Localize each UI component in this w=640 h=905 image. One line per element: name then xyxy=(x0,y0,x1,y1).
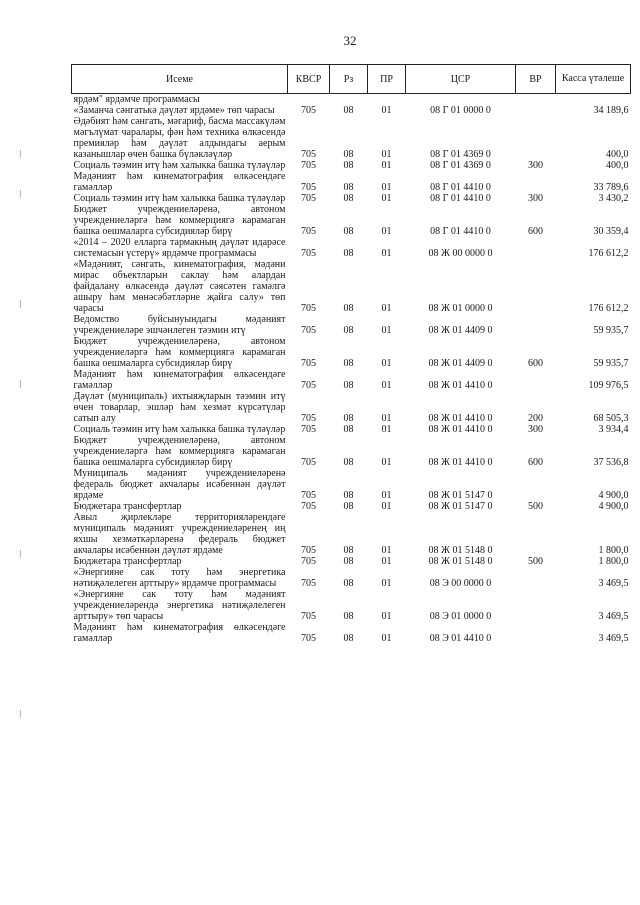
cell-rz: 08 xyxy=(343,424,354,435)
cell-kvsr: 705 xyxy=(301,578,316,589)
table-row xyxy=(72,336,631,369)
cell-rz: 08 xyxy=(343,160,354,171)
cell-name: Бюджет учреждениеләренә, автоном учреждениеләргә һәм коммерциягә карамаган башка оешмаларга субсидияләр бирү xyxy=(73,204,286,237)
cell-csr: 08 Г 01 4369 0 xyxy=(430,160,491,171)
cell-vr: 500 xyxy=(528,501,543,512)
table-row xyxy=(72,160,631,171)
cell-pr: 01 xyxy=(381,545,392,556)
cell-kvsr: 705 xyxy=(301,633,316,644)
cell-vr: 300 xyxy=(528,160,543,171)
table-row xyxy=(72,369,631,391)
cell-vr: 500 xyxy=(528,556,543,567)
header-pr: ПР xyxy=(368,65,406,94)
cell-name: ярдәм" ярдәмче программасы xyxy=(73,94,200,105)
cell-sum: 37 536,8 xyxy=(593,457,629,468)
cell-csr xyxy=(406,94,516,106)
cell-kvsr: 705 xyxy=(301,226,316,237)
margin-perforation-marks xyxy=(20,150,21,750)
cell-pr: 01 xyxy=(381,105,392,116)
table-row xyxy=(72,567,631,589)
cell-name: «2014 – 2020 елларга тармакның дәүләт идарәсе системасын үстерү» ярдәмче программасы xyxy=(73,237,286,259)
cell-kvsr: 705 xyxy=(301,457,316,468)
cell-pr: 01 xyxy=(381,501,392,512)
cell-rz: 08 xyxy=(343,303,354,314)
cell-rz: 08 xyxy=(343,633,354,644)
cell-sum: 1 800,0 xyxy=(598,545,629,556)
cell-sum: 176 612,2 xyxy=(588,248,629,259)
cell-vr xyxy=(516,105,556,116)
cell-rz: 08 xyxy=(343,490,354,501)
cell-sum: 3 469,5 xyxy=(598,578,629,589)
table-row xyxy=(72,105,631,116)
cell-csr: 08 Ж 01 5147 0 xyxy=(428,490,493,501)
cell-csr: 08 Ж 01 4409 0 xyxy=(428,325,493,336)
cell-pr: 01 xyxy=(381,182,392,193)
cell-kvsr: 705 xyxy=(301,380,316,391)
table-row xyxy=(72,237,631,259)
cell-pr: 01 xyxy=(381,358,392,369)
cell-kvsr: 705 xyxy=(301,611,316,622)
cell-pr: 01 xyxy=(381,248,392,259)
cell-rz: 08 xyxy=(343,149,354,160)
cell-kvsr: 705 xyxy=(301,248,316,259)
cell-pr xyxy=(368,94,406,106)
cell-kvsr: 705 xyxy=(301,193,316,204)
cell-kvsr: 705 xyxy=(301,545,316,556)
table-row xyxy=(72,556,631,567)
cell-kvsr: 705 xyxy=(301,556,316,567)
cell-name: «Энергияне сак тоту һәм мәдәният учреждениеләрендә энергетика нәтиҗәлелеген арттыру» төп чарасы xyxy=(73,589,286,622)
cell-rz: 08 xyxy=(343,545,354,556)
cell-csr: 08 Ж 00 0000 0 xyxy=(428,248,493,259)
cell-sum: 3 469,5 xyxy=(598,611,629,622)
budget-table xyxy=(71,64,631,644)
cell-vr xyxy=(516,567,556,589)
header-kvsr: КВСР xyxy=(288,65,330,94)
cell-name: Мәдәният һәм кинематография өлкәсендәге гамәлләр xyxy=(73,622,286,644)
table-row xyxy=(72,204,631,237)
cell-vr xyxy=(516,369,556,391)
cell-kvsr: 705 xyxy=(301,182,316,193)
cell-sum: 59 935,7 xyxy=(593,358,629,369)
cell-sum: 400,0 xyxy=(606,149,629,160)
cell-sum: 34 189,6 xyxy=(593,105,629,116)
cell-vr xyxy=(516,468,556,501)
cell-sum: 33 789,6 xyxy=(593,182,629,193)
header-csr: ЦСР xyxy=(406,65,516,94)
cell-name: «Заманча сәнгатькә дәүләт ярдәме» төп чарасы xyxy=(73,105,275,116)
table-row xyxy=(72,501,631,512)
cell-pr: 01 xyxy=(381,149,392,160)
cell-rz: 08 xyxy=(343,325,354,336)
table-row xyxy=(72,94,631,106)
cell-vr xyxy=(516,171,556,193)
cell-vr xyxy=(516,94,556,106)
cell-csr: 08 Ж 01 4410 0 xyxy=(428,380,493,391)
cell-pr: 01 xyxy=(381,193,392,204)
cell-pr: 01 xyxy=(381,457,392,468)
cell-pr: 01 xyxy=(381,611,392,622)
cell-sum: 176 612,2 xyxy=(588,303,629,314)
cell-pr: 01 xyxy=(381,424,392,435)
cell-pr: 01 xyxy=(381,578,392,589)
cell-vr xyxy=(516,622,556,644)
table-row xyxy=(72,589,631,622)
cell-sum: 3 934,4 xyxy=(598,424,629,435)
cell-sum: 3 469,5 xyxy=(598,633,629,644)
cell-vr: 600 xyxy=(528,226,543,237)
cell-pr: 01 xyxy=(381,380,392,391)
cell-name: Бюджет учреждениеләренә, автоном учреждениеләргә һәм коммерциягә карамаган башка оешмаларга субсидияләр бирү xyxy=(73,435,286,468)
cell-vr: 600 xyxy=(528,457,543,468)
cell-rz: 08 xyxy=(343,105,354,116)
cell-csr: 08 Г 01 4410 0 xyxy=(430,182,491,193)
cell-rz: 08 xyxy=(343,556,354,567)
cell-sum: 4 900,0 xyxy=(598,490,629,501)
table-row xyxy=(72,171,631,193)
table-row xyxy=(72,622,631,644)
cell-pr: 01 xyxy=(381,303,392,314)
cell-csr: 08 Э 01 0000 0 xyxy=(429,611,492,622)
cell-csr: 08 Ж 01 4410 0 xyxy=(428,457,493,468)
cell-csr: 08 Ж 01 4410 0 xyxy=(428,413,493,424)
cell-kvsr xyxy=(288,94,330,106)
cell-name: Бюджетара трансфертлар xyxy=(73,501,182,512)
cell-kvsr: 705 xyxy=(301,303,316,314)
cell-rz: 08 xyxy=(343,193,354,204)
cell-name: «Мәдәният, сәнгать, кинематография, мәдәни мирас объектларын саклау һәм алардан файдалану өлкәсендә дәүләт сәясәтен гамәлгә ашыру һәм мөнәсәбәтләрне җайга салу» төп чарасы xyxy=(73,259,286,314)
cell-sum: 30 359,4 xyxy=(593,226,629,237)
cell-csr: 08 Ж 01 5147 0 xyxy=(428,501,493,512)
cell-pr: 01 xyxy=(381,160,392,171)
cell-name: «Энергияне сак тоту һәм энергетика нәтиҗәлелеген арттыру» ярдәмче программасы xyxy=(73,567,286,589)
cell-vr: 300 xyxy=(528,424,543,435)
page-number: 32 xyxy=(343,33,357,48)
cell-rz: 08 xyxy=(343,182,354,193)
table-row xyxy=(72,391,631,424)
table-row xyxy=(72,193,631,204)
cell-pr: 01 xyxy=(381,325,392,336)
cell-vr xyxy=(516,512,556,556)
cell-kvsr: 705 xyxy=(301,325,316,336)
cell-rz: 08 xyxy=(343,248,354,259)
table-row xyxy=(72,468,631,501)
table-body xyxy=(72,94,631,645)
cell-pr: 01 xyxy=(381,556,392,567)
cell-csr: 08 Ж 01 0000 0 xyxy=(428,303,493,314)
cell-kvsr: 705 xyxy=(301,490,316,501)
cell-kvsr: 705 xyxy=(301,160,316,171)
cell-name: Ведомство буйсынуындагы мәдәният учреждениеләре эшчәнлеген тәэмин итү xyxy=(73,314,286,336)
cell-vr xyxy=(516,237,556,259)
cell-csr: 08 Ж 01 4409 0 xyxy=(428,358,493,369)
cell-name: Социаль тәэмин итү һәм халыкка башка түләүләр xyxy=(73,160,286,171)
cell-name: Авыл җирлекләре территорияләрендәге муниципаль мәдәният учреждениеләренең иң яхшы хезмәткәрләренә федераль бюджет акчалары исәбеннән дәүләт ярдәме xyxy=(73,512,286,556)
table-row xyxy=(72,512,631,556)
cell-kvsr: 705 xyxy=(301,424,316,435)
header-vr: ВР xyxy=(516,65,556,94)
cell-vr xyxy=(516,589,556,622)
cell-kvsr: 705 xyxy=(301,149,316,160)
cell-name: Бюджетара трансфертлар xyxy=(73,556,182,567)
cell-sum: 4 900,0 xyxy=(598,501,629,512)
table-row xyxy=(72,424,631,435)
cell-rz: 08 xyxy=(343,413,354,424)
cell-rz: 08 xyxy=(343,358,354,369)
cell-name: Муниципаль мәдәният учреждениеләренә федераль бюджет акчалары исәбеннән дәүләт ярдәме xyxy=(73,468,286,501)
cell-name: Социаль тәэмин итү һәм халыкка башка түләүләр xyxy=(73,424,286,435)
cell-rz: 08 xyxy=(343,457,354,468)
cell-pr: 01 xyxy=(381,226,392,237)
cell-sum: 68 505,3 xyxy=(593,413,629,424)
table-row xyxy=(72,314,631,336)
cell-csr: 08 Э 01 4410 0 xyxy=(429,633,492,644)
cell-rz: 08 xyxy=(343,380,354,391)
cell-vr xyxy=(516,259,556,314)
header-rz: Рз xyxy=(330,65,368,94)
cell-vr xyxy=(516,116,556,160)
cell-name: Мәдәният һәм кинематография өлкәсендәге гамәлләр xyxy=(73,171,286,193)
cell-csr: 08 Ж 01 4410 0 xyxy=(428,424,493,435)
cell-vr: 600 xyxy=(528,358,543,369)
header-kassa: Касса үтәлеше xyxy=(556,65,631,94)
cell-rz xyxy=(330,94,368,106)
cell-kvsr: 705 xyxy=(301,105,316,116)
cell-csr: 08 Г 01 0000 0 xyxy=(430,105,491,116)
cell-rz: 08 xyxy=(343,578,354,589)
cell-vr xyxy=(516,314,556,336)
cell-name: Бюджет учреждениеләренә, автоном учреждениеләргә һәм коммерциягә карамаган башка оешмаларга субсидияләр бирү xyxy=(73,336,286,369)
table-row xyxy=(72,116,631,160)
cell-csr: 08 Ж 01 5148 0 xyxy=(428,556,493,567)
cell-csr: 08 Э 00 0000 0 xyxy=(429,578,492,589)
cell-csr: 08 Г 01 4410 0 xyxy=(430,226,491,237)
cell-name: Мәдәният һәм кинематография өлкәсендәге гамәлләр xyxy=(73,369,286,391)
cell-sum: 1 800,0 xyxy=(598,556,629,567)
cell-pr: 01 xyxy=(381,633,392,644)
cell-kvsr: 705 xyxy=(301,501,316,512)
cell-name: Әдәбият һәм сәнгать, мәгариф, басма массакүләм мәгълүмат чаралары, фән һәм техника өлкәсендә премияләр һәм дәүләт алдындагы аерым казанышлар өчен башка бүләкләүләр xyxy=(73,116,286,160)
cell-rz: 08 xyxy=(343,226,354,237)
cell-sum: 59 935,7 xyxy=(593,325,629,336)
cell-rz: 08 xyxy=(343,501,354,512)
cell-pr: 01 xyxy=(381,490,392,501)
cell-sum: 3 430,2 xyxy=(598,193,629,204)
table-header-row xyxy=(72,65,631,94)
cell-vr: 200 xyxy=(528,413,543,424)
cell-sum: 109 976,5 xyxy=(588,380,629,391)
cell-csr: 08 Ж 01 5148 0 xyxy=(428,545,493,556)
cell-sum: 400,0 xyxy=(606,160,629,171)
cell-csr: 08 Г 01 4410 0 xyxy=(430,193,491,204)
table-row xyxy=(72,259,631,314)
cell-vr: 300 xyxy=(528,193,543,204)
table-row xyxy=(72,435,631,468)
cell-name: Дәүләт (муниципаль) ихтыяҗларын тәэмин итү өчен товарлар, эшләр һәм хезмәт күрсәтүләр сатып алу xyxy=(73,391,286,424)
cell-name: Социаль тәэмин итү һәм халыкка башка түләүләр xyxy=(73,193,286,204)
cell-csr: 08 Г 01 4369 0 xyxy=(430,149,491,160)
header-name: Исеме xyxy=(72,65,288,94)
cell-sum xyxy=(556,94,631,106)
cell-kvsr: 705 xyxy=(301,358,316,369)
cell-pr: 01 xyxy=(381,413,392,424)
cell-kvsr: 705 xyxy=(301,413,316,424)
cell-rz: 08 xyxy=(343,611,354,622)
